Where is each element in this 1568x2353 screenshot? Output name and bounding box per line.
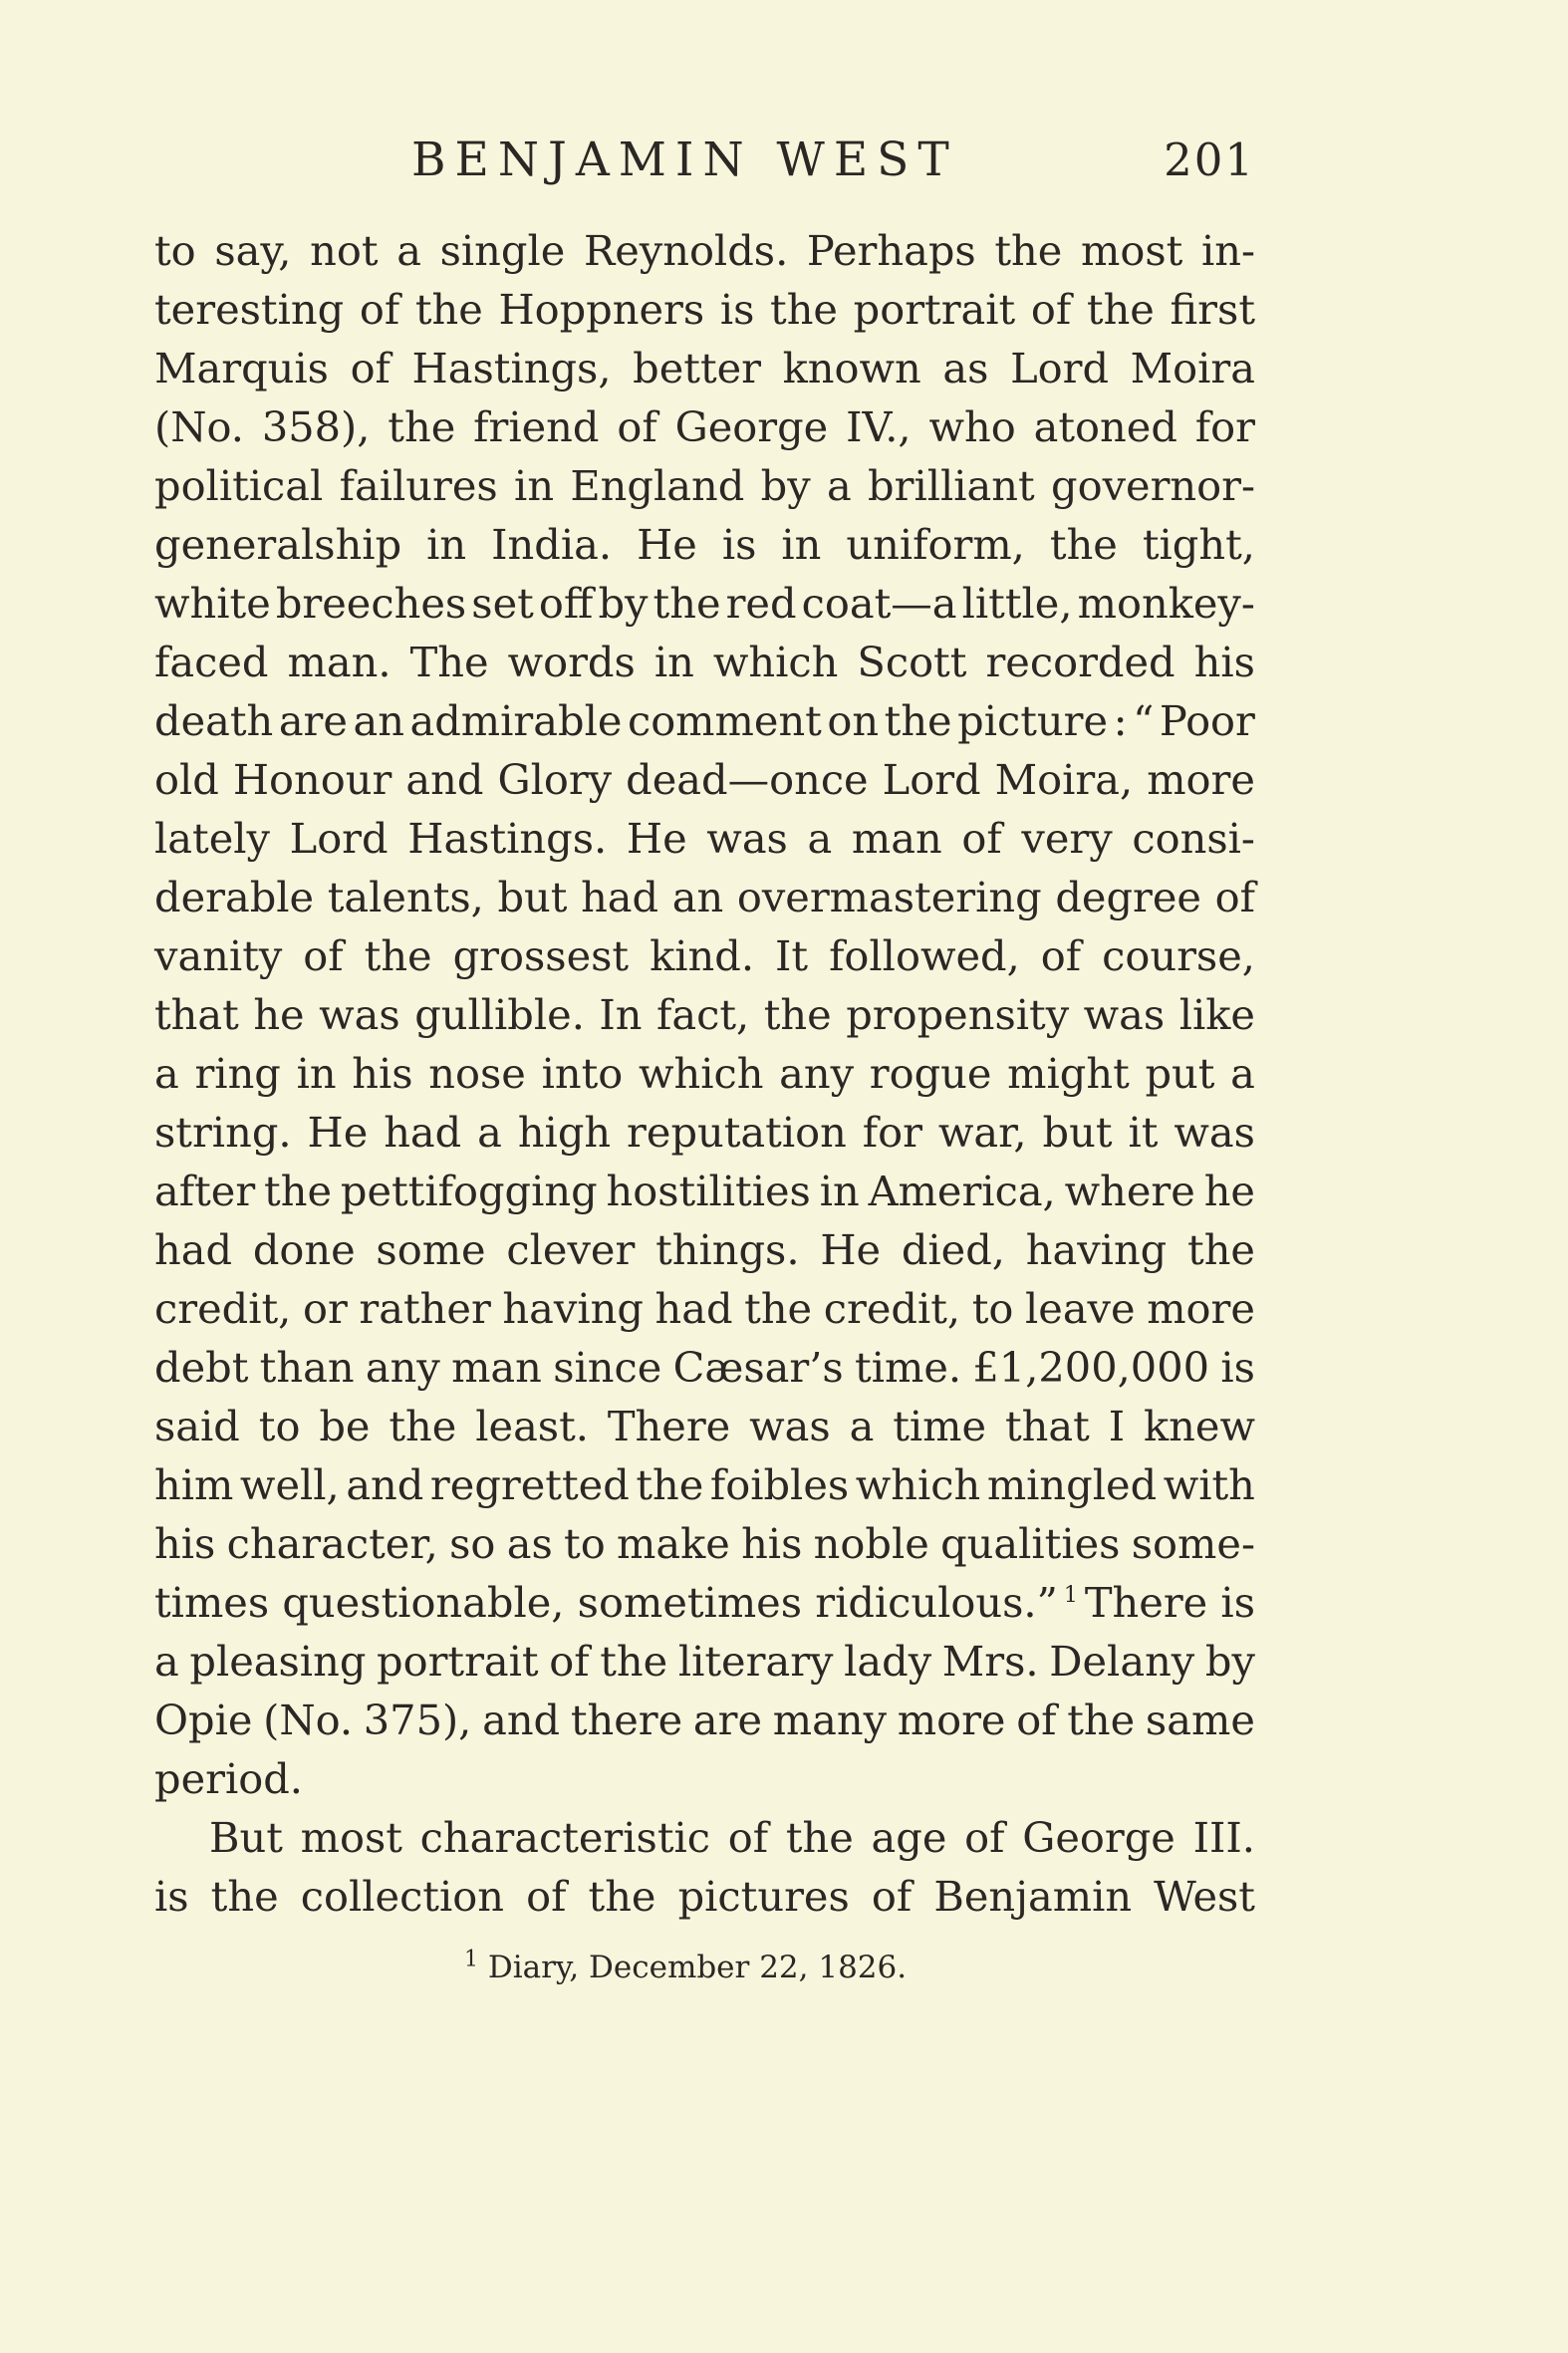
text-line: (No. 358), the friend of George IV., who atoned for — [154, 402, 1255, 451]
text-line: to say, not a single Reynolds. Perhaps the most in- — [154, 226, 1255, 275]
text-line: him well, and regretted the foibles which mingled with — [154, 1460, 1255, 1509]
footnote-marker: 1 — [464, 1947, 478, 1972]
text-line: debt than any man since Cæsar’s time. £1,200,000 is — [154, 1343, 1255, 1392]
text-line: a ring in his nose into which any rogue might put a — [154, 1049, 1255, 1098]
text-line: generalship in India. He is in uniform, the tight, — [154, 520, 1255, 569]
text-line: credit, or rather having had the credit, to leave more — [154, 1284, 1255, 1333]
text-line: old Honour and Glory dead—once Lord Moira, more — [154, 755, 1255, 804]
text-line: a pleasing portrait of the literary lady Mrs. Delany by — [154, 1637, 1255, 1686]
text-line: political failures in England by a brilliant governor- — [154, 461, 1255, 510]
body-text — [154, 221, 1255, 1926]
text-line: death are an admirable comment on the picture : “ Poor — [154, 696, 1255, 745]
text-line: lately Lord Hastings. He was a man of very consi- — [154, 814, 1255, 863]
text-line: vanity of the grossest kind. It followed, of course, — [154, 931, 1255, 980]
text-line: his character, so as to make his noble qualities some- — [154, 1519, 1255, 1568]
text-line: Marquis of Hastings, better known as Lord Moira — [154, 344, 1255, 392]
page-number: 201 — [1164, 133, 1255, 186]
text-line: that he was gullible. In fact, the propensity was like — [154, 990, 1255, 1039]
text-line: white breeches set off by the red coat—a little, monkey- — [154, 579, 1255, 628]
text-line: string. He had a high reputation for war, but it was — [154, 1108, 1255, 1157]
footnote-text: Diary, December 22, 1826. — [487, 1950, 908, 1985]
paragraph-2 — [154, 1808, 1255, 1926]
text-line: But most characteristic of the age of George III. — [209, 1813, 1255, 1862]
text-line: Opie (No. 375), and there are many more of the same — [154, 1696, 1255, 1744]
footnote-reference: 1 — [1063, 1583, 1078, 1609]
text-line: teresting of the Hoppners is the portrait of the first — [154, 285, 1255, 334]
paragraph-1-continued — [154, 1632, 1255, 1749]
footnote — [464, 1945, 907, 1990]
text-line: faced man. The words in which Scott recorded his — [154, 638, 1255, 686]
paragraph-end-line: period. — [154, 1754, 303, 1803]
text-line: is the collection of the pictures of Benjamin West — [154, 1872, 1255, 1921]
paragraph-1 — [154, 221, 1255, 1573]
text-line: after the pettifogging hostilities in America, where he — [154, 1167, 1255, 1215]
text-line: derable talents, but had an overmastering degree of — [154, 873, 1255, 921]
running-title: BENJAMIN WEST — [411, 132, 958, 187]
text-line: said to be the least. There was a time that I knew — [154, 1402, 1255, 1450]
line-text-before-ref: times questionable, sometimes ridiculous.” $^1$ — [154, 1578, 1078, 1627]
text-line: had done some clever things. He died, having the — [154, 1225, 1255, 1274]
text-line — [154, 1573, 1255, 1632]
running-head — [154, 126, 1255, 195]
line-text-after-ref: There is — [1084, 1578, 1255, 1627]
